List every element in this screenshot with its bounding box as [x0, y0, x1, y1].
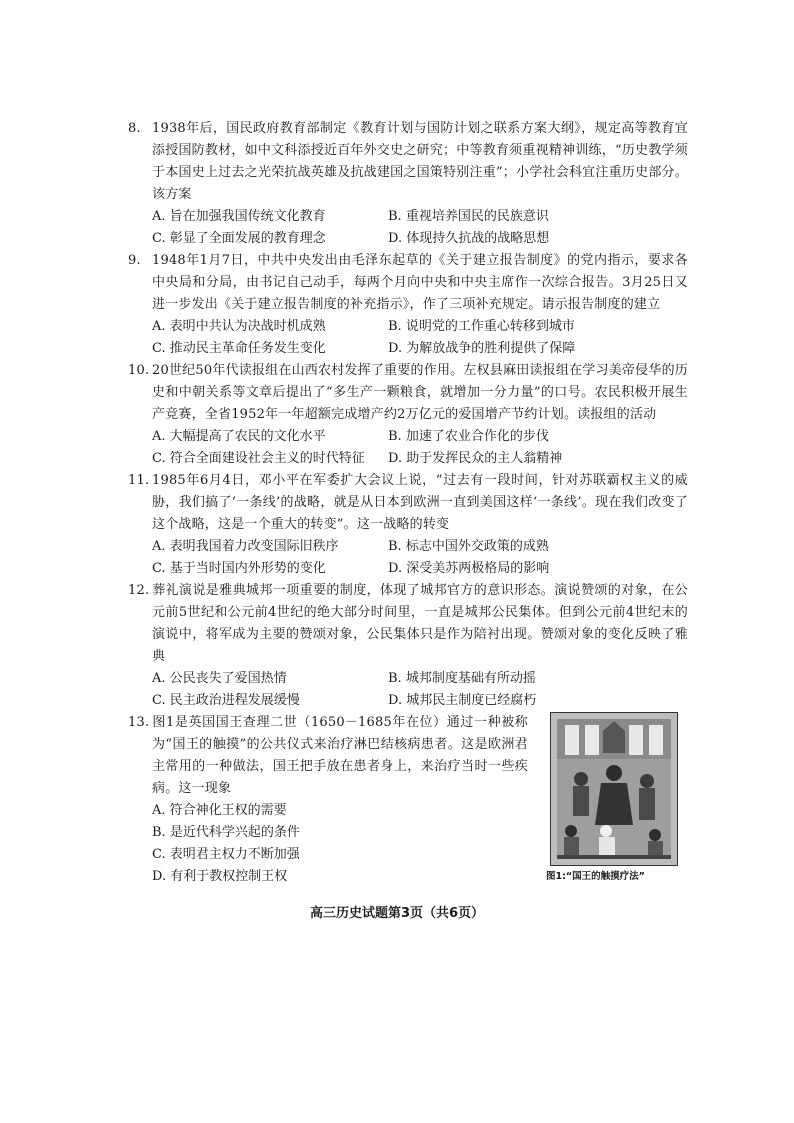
question-8	[128, 118, 688, 250]
option-c: C. 基于当时国内外形势的变化	[152, 561, 326, 576]
question-number: 13.	[128, 715, 150, 730]
question-10	[128, 360, 688, 470]
question-number: 10.	[128, 363, 150, 378]
question-stem	[128, 470, 688, 536]
question-number: 11.	[128, 473, 150, 488]
engraving-illustration	[551, 713, 677, 865]
option-b: B. 加速了农业合作化的步伐	[388, 429, 549, 444]
question-text: 20世纪50年代读报组在山西农村发挥了重要的作用。左权县麻田读报组在学习美帝侵华的历史和中朝关系等文章后提出了“多生产一颗粮食，就增加一分力量”的口号。农民积极开展生产竞赛，全省1952年一年超额完成增产约2万亿元的爱国增产节约计划。读报组的活动	[152, 363, 688, 422]
question-stem	[128, 360, 688, 426]
option-c: C. 民主政治进程发展缓慢	[152, 693, 300, 708]
option-b: B. 城邦制度基础有所动摇	[388, 671, 536, 686]
question-text: 1985年6月4日，邓小平在军委扩大会议上说，“过去有一段时间，针对苏联霸权主义的威胁，我们搞了‘一条线’的战略，就是从日本到欧洲一直到美国这样‘一条线’。现在我们改变了这个战略，这是一个重大的转变”。这一战略的转变	[152, 473, 688, 532]
question-stem	[128, 580, 688, 668]
option-c: C. 符合全面建设社会主义的时代特征	[152, 451, 365, 466]
option-b: B. 是近代科学兴起的条件	[152, 825, 300, 840]
question-12	[128, 580, 688, 712]
option-d: D. 深受美苏两极格局的影响	[388, 561, 550, 576]
option-a: A. 大幅提高了农民的文化水平	[152, 429, 326, 444]
option-d: D. 助于发挥民众的主人翁精神	[388, 451, 563, 466]
options	[128, 668, 688, 712]
option-b: B. 说明党的工作重心转移到城市	[388, 319, 575, 334]
question-number: 12.	[128, 583, 150, 598]
option-d: D. 有利于教权控制王权	[152, 869, 288, 884]
option-d: D. 为解放战争的胜利提供了保障	[388, 341, 576, 356]
option-c: C. 彰显了全面发展的教育理念	[152, 231, 326, 246]
options	[128, 536, 688, 580]
figure-1	[546, 712, 678, 884]
option-c: C. 推动民主革命任务发生变化	[152, 341, 326, 356]
question-text: 1938年后，国民政府教育部制定《教育计划与国防计划之联系方案大纲》，规定高等教育宜添授国防教材，如中文科添授近百年外交史之研究；中等教育须重视精神训练，“历史教学须于本国史上过去之光荣抗战英雄及抗战建国之国策特别注重”；小学社会科宜注重历史部分。该方案	[152, 121, 688, 202]
options	[128, 426, 688, 470]
question-9	[128, 250, 688, 360]
option-a: A. 表明我国着力改变国际旧秩序	[152, 539, 339, 554]
question-13-text-column	[128, 712, 528, 888]
option-b: B. 重视培养国民的民族意识	[388, 209, 549, 224]
question-text: 葬礼演说是雅典城邦一项重要的制度，体现了城邦官方的意识形态。演说赞颂的对象，在公元前5世纪和公元前4世纪的绝大部分时间里，一直是城邦公民集体。但到公元前4世纪末的演说中，将军成为主要的赞颂对象，公民集体只是作为陪衬出现。赞颂对象的变化反映了雅典	[152, 583, 688, 664]
option-b: B. 标志中国外交政策的成熟	[388, 539, 549, 554]
option-a: A. 表明中共认为决战时机成熟	[152, 319, 326, 334]
question-11	[128, 470, 688, 580]
question-number: 8.	[128, 121, 141, 136]
page-footer: 高三历史试题第3页（共6页）	[309, 906, 485, 921]
options	[128, 800, 528, 888]
option-d: D. 体现持久抗战的战略思想	[388, 231, 550, 246]
option-c: C. 表明君主权力不断加强	[152, 847, 300, 862]
options	[128, 316, 688, 360]
options	[128, 206, 688, 250]
question-text: 1948年1月7日，中共中央发出由毛泽东起草的《关于建立报告制度》的党内指示，要求各中央局和分局，由书记自己动手，每两个月向中央和中央主席作一次综合报告。3月25日又进一步发出《关于建立报告制度的补充指示》，作了三项补充规定。请示报告制度的建立	[152, 253, 688, 312]
royal-touch-engraving	[550, 712, 678, 866]
option-a: A. 符合神化王权的需要	[152, 803, 287, 818]
question-number: 9.	[128, 253, 141, 268]
question-stem	[128, 712, 528, 800]
question-text: 图1是英国国王查理二世（1650－1685年在位）通过一种被称为“国王的触摸”的公共仪式来治疗淋巴结核病患者。这是欧洲君主常用的一种做法，国王把手放在患者身上，来治疗当时一些疾病。这一现象	[152, 715, 528, 796]
question-list	[128, 118, 688, 888]
option-a: A. 旨在加强我国传统文化教育	[152, 209, 326, 224]
option-d: D. 城邦民主制度已经腐朽	[388, 693, 537, 708]
question-stem	[128, 250, 688, 316]
figure-caption: 图1:“国王的触摸疗法”	[546, 871, 645, 882]
question-13	[128, 712, 688, 888]
option-a: A. 公民丧失了爱国热情	[152, 671, 287, 686]
question-stem	[128, 118, 688, 206]
